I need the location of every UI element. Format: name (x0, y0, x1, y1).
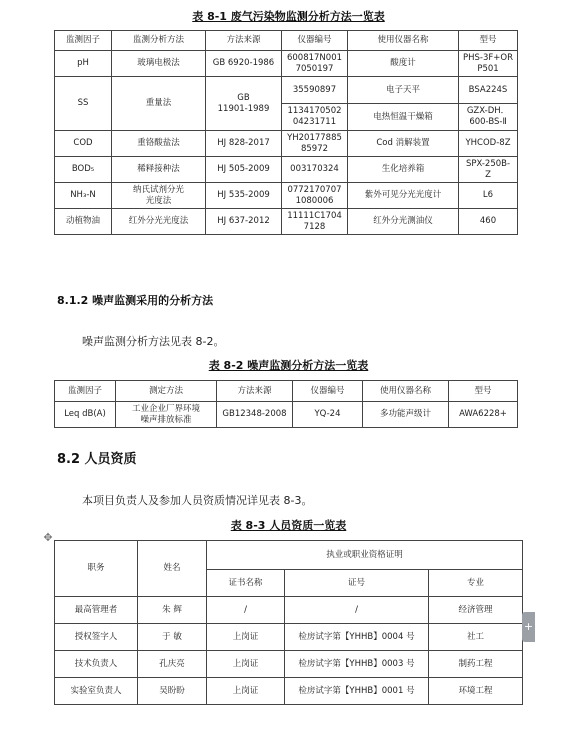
table-cell: 检房试字第【YHHB】0003 号 (285, 651, 429, 678)
table-cell: HJ 637-2012 (206, 209, 282, 235)
table-cell: 上岗证 (207, 624, 285, 651)
table-8-2 (54, 380, 518, 428)
table-cell: 600817N001 7050197 (282, 51, 348, 77)
table-cell: HJ 828-2017 (206, 131, 282, 157)
table-cell: 环境工程 (429, 678, 523, 705)
section-8-1-2-title: 8.1.2 噪声监测采用的分析方法 (57, 294, 214, 307)
table-cell: 稀释接种法 (112, 157, 206, 183)
table-cell: GB 11901-1989 (206, 77, 282, 131)
table-cell: 制药工程 (429, 651, 523, 678)
table-cell: 授权签字人 (55, 624, 138, 651)
table2-header-cell: 型号 (449, 381, 518, 402)
table-cell: COD (55, 131, 112, 157)
table-cell: YQ-24 (293, 402, 363, 428)
table-cell: SPX-250B- Z (459, 157, 518, 183)
table-cell: 于 敏 (138, 624, 207, 651)
table-cell: SS (55, 77, 112, 131)
table-cell: 电子天平 (348, 77, 459, 104)
table-cell: YH20177885 85972 (282, 131, 348, 157)
section-8-1-2-text: 噪声监测分析方法见表 8-2。 (82, 335, 225, 348)
table1-header-cell: 监测分析方法 (112, 31, 206, 51)
table-8-1 (54, 30, 518, 235)
table-cell: 多功能声级计 (363, 402, 449, 428)
table-8-3 (54, 540, 523, 705)
table-cell: 动植物油 (55, 209, 112, 235)
table-cell: 纳氏试剂分光 光度法 (112, 183, 206, 209)
table-cell: 上岗证 (207, 651, 285, 678)
table1-header-cell: 型号 (459, 31, 518, 51)
table-row (55, 157, 518, 183)
table3-header-cert-name: 证书名称 (207, 570, 285, 597)
table2-header-row (55, 381, 518, 402)
table-cell: 1134170502 04231711 (282, 104, 348, 131)
table-row (55, 651, 523, 678)
table2-header-cell: 测定方法 (116, 381, 217, 402)
table2-header-cell: 方法来源 (217, 381, 293, 402)
table3-header-cert-group: 执业或职业资格证明 (207, 541, 523, 570)
table-cell: YHCOD-8Z (459, 131, 518, 157)
table1-header-cell: 监测因子 (55, 31, 112, 51)
table2-header-cell: 使用仪器名称 (363, 381, 449, 402)
table-cell: 11111C1704 7128 (282, 209, 348, 235)
table-cell: 检房试字第【YHHB】0004 号 (285, 624, 429, 651)
table-row (55, 624, 523, 651)
table-cell: PHS-3F+OR P501 (459, 51, 518, 77)
table-cell: 孔庆亮 (138, 651, 207, 678)
table-cell: 技术负责人 (55, 651, 138, 678)
four-way-arrow-icon[interactable]: ✥ (43, 531, 53, 544)
table2-header-cell: 监测因子 (55, 381, 116, 402)
table-cell: 35590897 (282, 77, 348, 104)
table-row (55, 131, 518, 157)
table-cell: 实验室负责人 (55, 678, 138, 705)
table3-caption: 表 8-3 人员资质一览表 (230, 519, 347, 532)
table-cell: 酸度计 (348, 51, 459, 77)
plus-icon[interactable]: + (522, 612, 535, 642)
table2-caption: 表 8-2 噪声监测分析方法一览表 (208, 359, 369, 372)
table1-header-cell: 使用仪器名称 (348, 31, 459, 51)
table-cell: 重铬酸盐法 (112, 131, 206, 157)
table-cell: 经济管理 (429, 597, 523, 624)
table-cell: 检房试字第【YHHB】0001 号 (285, 678, 429, 705)
table-cell: GB 6920-1986 (206, 51, 282, 77)
table-cell: 紫外可见分光光度计 (348, 183, 459, 209)
section-8-2-title: 8.2 人员资质 (57, 452, 137, 467)
table-row (55, 678, 523, 705)
table-row (55, 77, 518, 104)
table-cell: GZX-DH． 600-BS-Ⅱ (459, 104, 518, 131)
table-cell: HJ 535-2009 (206, 183, 282, 209)
table-cell: GB12348-2008 (217, 402, 293, 428)
table-cell: 上岗证 (207, 678, 285, 705)
table-cell: 0772170707 1080006 (282, 183, 348, 209)
table-cell: BOD₅ (55, 157, 112, 183)
table-cell: L6 (459, 183, 518, 209)
table-cell: 最高管理者 (55, 597, 138, 624)
table-cell: 460 (459, 209, 518, 235)
table1-header-cell: 方法来源 (206, 31, 282, 51)
table3-header-row (55, 541, 523, 570)
table-cell: 吴盼盼 (138, 678, 207, 705)
table-row (55, 597, 523, 624)
table-cell: BSA224S (459, 77, 518, 104)
table-cell: 红外分光光度法 (112, 209, 206, 235)
table-cell: 社工 (429, 624, 523, 651)
table-cell: 朱 辉 (138, 597, 207, 624)
table-cell: 电热恒温干燥箱 (348, 104, 459, 131)
table-cell: NH₃-N (55, 183, 112, 209)
table-cell: Leq dB(A) (55, 402, 116, 428)
table-cell: / (285, 597, 429, 624)
table3-header-cert-no: 证号 (285, 570, 429, 597)
table-cell: AWA6228+ (449, 402, 518, 428)
table-cell: 重量法 (112, 77, 206, 131)
table3-header-name: 姓名 (138, 541, 207, 597)
table-cell: 红外分光测油仪 (348, 209, 459, 235)
table-cell: 生化培养箱 (348, 157, 459, 183)
table-row (55, 183, 518, 209)
table-row (55, 402, 518, 428)
table3-header-major: 专业 (429, 570, 523, 597)
table-cell: pH (55, 51, 112, 77)
table1-header-row (55, 31, 518, 51)
section-8-2-text: 本项目负责人及参加人员资质情况详见表 8-3。 (82, 494, 313, 507)
table-cell: / (207, 597, 285, 624)
table-row (55, 51, 518, 77)
table-row (55, 209, 518, 235)
table3-header-duty: 职务 (55, 541, 138, 597)
table-cell: 003170324 (282, 157, 348, 183)
table2-header-cell: 仪器编号 (293, 381, 363, 402)
table1-caption: 表 8-1 废气污染物监测分析方法一览表 (192, 10, 385, 23)
table-cell: Cod 消解装置 (348, 131, 459, 157)
table-cell: 工业企业厂界环境 噪声排放标准 (116, 402, 217, 428)
table1-header-cell: 仪器编号 (282, 31, 348, 51)
table-cell: 玻璃电极法 (112, 51, 206, 77)
table-cell: HJ 505-2009 (206, 157, 282, 183)
